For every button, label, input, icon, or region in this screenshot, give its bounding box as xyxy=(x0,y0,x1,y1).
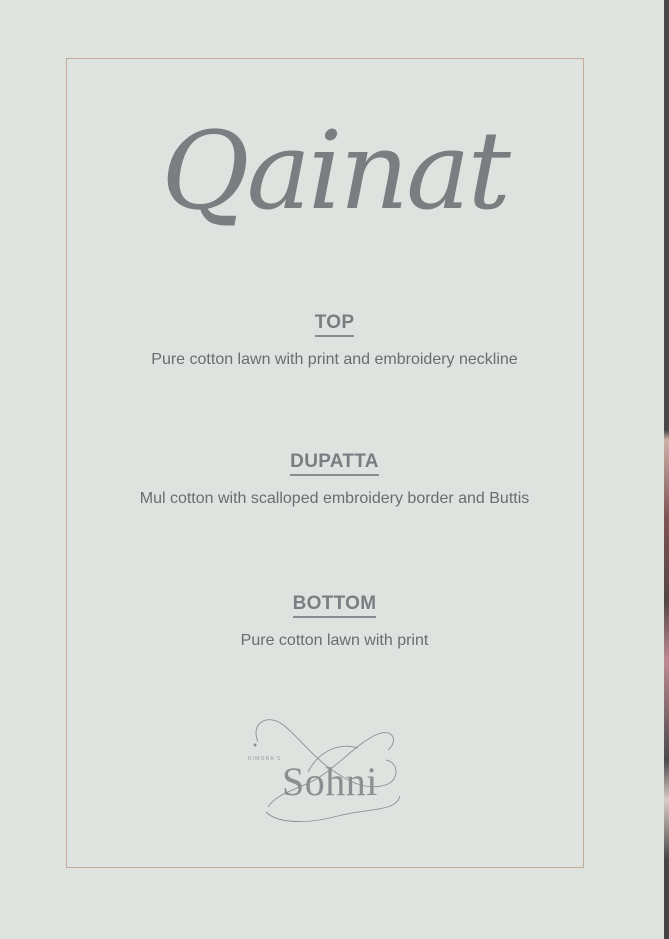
section-bottom xyxy=(0,593,669,650)
brand-logo xyxy=(248,712,408,832)
section-heading: TOP xyxy=(315,312,355,337)
section-dupatta xyxy=(0,451,669,508)
section-description: Mul cotton with scalloped embroidery border and Buttis xyxy=(139,490,530,507)
section-heading: DUPATTA xyxy=(290,451,379,476)
collection-title: Qainat xyxy=(161,109,508,234)
logo-brand-name: Sohni xyxy=(282,759,378,804)
section-description: Pure cotton lawn with print and embroidery neckline xyxy=(151,351,518,368)
section-description: Pure cotton lawn with print xyxy=(240,632,429,649)
section-top xyxy=(0,312,669,369)
section-heading: BOTTOM xyxy=(293,593,377,618)
logo-tagline: KIMORA'S xyxy=(248,756,282,762)
